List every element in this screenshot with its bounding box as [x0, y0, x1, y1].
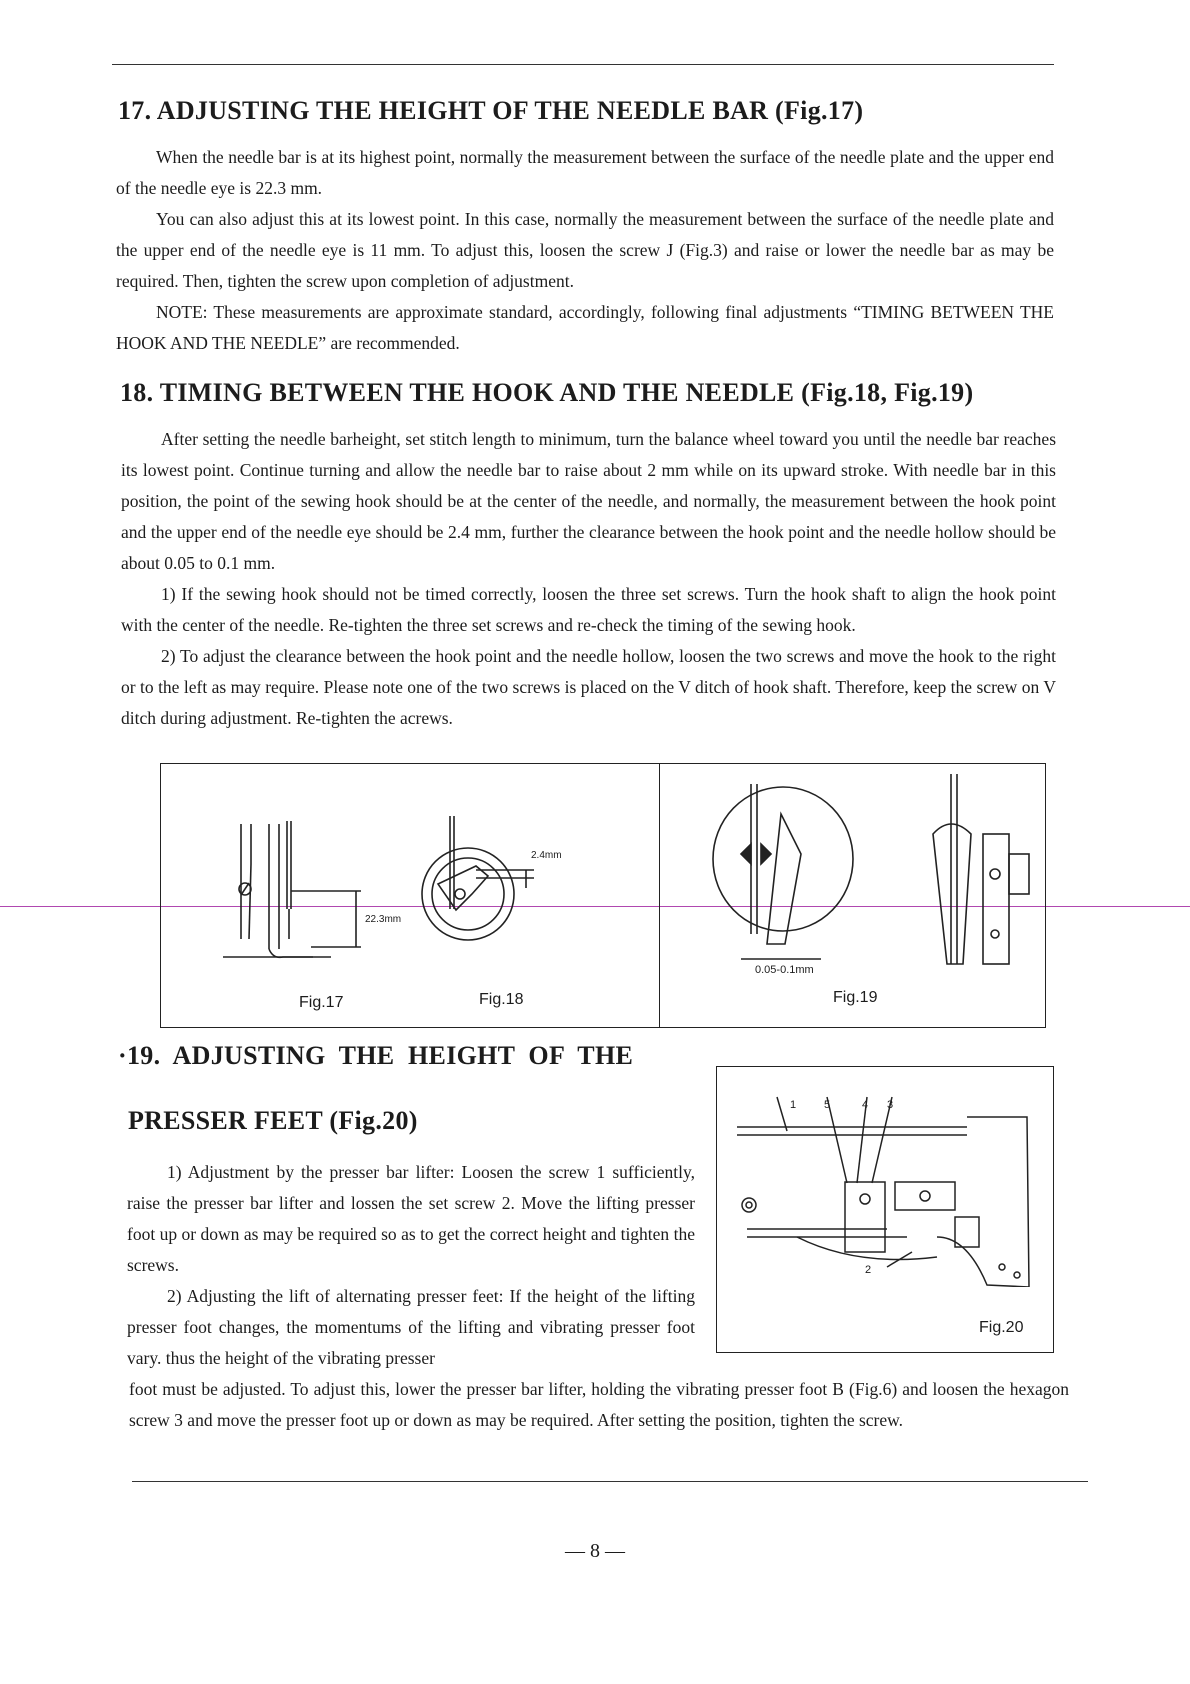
fig18-caption: Fig.18 — [479, 991, 524, 1008]
section-17-para-2: You can also adjust this at its lowest point. In this case, normally the measurement between the surface of the needle plate and the upper end of the needle eye is 11 mm. To adjust this, loosen the screw J (Fig.3) and raise or lower the needle bar as may be required. Then, tighten the screw upon completion of adjustment. — [116, 209, 1054, 291]
fig20-callout-4: 4 — [862, 1099, 869, 1111]
top-rule — [112, 64, 1054, 65]
fig19-measure-label: 0.05-0.1mm — [755, 964, 814, 976]
fig18-hook-drawing — [416, 814, 566, 964]
section-17-para-3: NOTE: These measurements are approximate standard, accordingly, following final adjustments “TIMING BETWEEN THE HOOK AND THE NEEDLE” are recommended. — [116, 302, 1054, 353]
section-17-title: 17. ADJUSTING THE HEIGHT OF THE NEEDLE BAR (Fig.17) — [118, 96, 864, 125]
section-19-para-2b: foot must be adjusted. To adjust this, lower the presser bar lifter, holding the vibrating presser foot B (Fig.6) and loosen the hexagon screw 3 and move the presser foot up or down as may be required. After setting the position, tighten the screw. — [129, 1379, 1069, 1430]
section-18-para-2: 1) If the sewing hook should not be timed correctly, loosen the three set screws. Turn the hook shaft to align the hook point with the center of the needle. Re-tighten the three set screws and re-check the timing of the sewing hook. — [121, 584, 1056, 635]
section-19-body-narrow — [127, 1157, 695, 1374]
fig19-caption: Fig.19 — [833, 989, 878, 1006]
section-17-body — [116, 142, 1054, 359]
section-19-body-wide — [129, 1374, 1069, 1436]
section-18-para-3: 2) To adjust the clearance between the hook point and the needle hollow, loosen the two screws and move the hook to the right or to the left as may require. Please note one of the two screws is placed on the V ditch of hook shaft. Therefore, keep the screw on V ditch during adjustment. Re-tighten the acrews. — [121, 646, 1056, 728]
fig19-clearance-drawing — [701, 774, 1031, 974]
section-19-para-2a: 2) Adjusting the lift of alternating presser feet: If the height of the lifting presser foot changes, the momentums of the lifting and vibrating presser foot vary. thus the height of the vibrating presser — [127, 1286, 695, 1368]
section-18-title: 18. TIMING BETWEEN THE HOOK AND THE NEEDLE (Fig.18, Fig.19) — [120, 378, 974, 407]
figures-17-18-19-box — [160, 763, 1046, 1028]
fig20-callout-3: 3 — [887, 1099, 894, 1111]
page-number: — 8 — — [565, 1540, 625, 1562]
fig20-presser-foot-drawing — [737, 1087, 1037, 1287]
fig17-caption: Fig.17 — [299, 994, 344, 1011]
fig20-callout-1: 1 — [790, 1099, 797, 1111]
section-17-para-1: When the needle bar is at its highest point, normally the measurement between the surface of the needle plate and the upper end of the needle eye is 22.3 mm. — [116, 147, 1054, 198]
figure-20-box — [716, 1066, 1054, 1353]
section-18-para-1: After setting the needle barheight, set stitch length to minimum, turn the balance wheel toward you until the needle bar reaches its lowest point. Continue turning and allow the needle bar to raise about 2 mm while on its upward stroke. With needle bar in this position, the point of the sewing hook should be at the center of the needle, and normally, the measurement between the hook point and the upper end of the needle eye should be 2.4 mm, further the clearance between the hook point and the needle hollow should be about 0.05 to 0.1 mm. — [121, 429, 1056, 573]
fig17-measure-label: 22.3mm — [365, 914, 402, 925]
section-19-title-line-2: PRESSER FEET (Fig.20) — [128, 1106, 418, 1135]
section-19-title-line-1: ·19. ADJUSTING THE HEIGHT OF THE — [118, 1041, 634, 1070]
fig20-callout-2: 2 — [865, 1264, 872, 1276]
fig20-caption: Fig.20 — [979, 1319, 1024, 1336]
fig18-measure-label: 2.4mm — [531, 850, 562, 861]
section-18-body — [121, 424, 1056, 734]
fig20-callout-5: 5 — [824, 1099, 831, 1111]
figure-divider — [659, 764, 660, 1027]
bottom-rule — [132, 1481, 1088, 1482]
section-19-para-1: 1) Adjustment by the presser bar lifter: Loosen the screw 1 sufficiently, raise the presser bar lifter and lossen the set screw 2. Move the lifting presser foot up or down as may be required so as to get the correct height and tighten the screws. — [127, 1162, 695, 1275]
fig17-needle-bar-drawing — [221, 819, 391, 959]
